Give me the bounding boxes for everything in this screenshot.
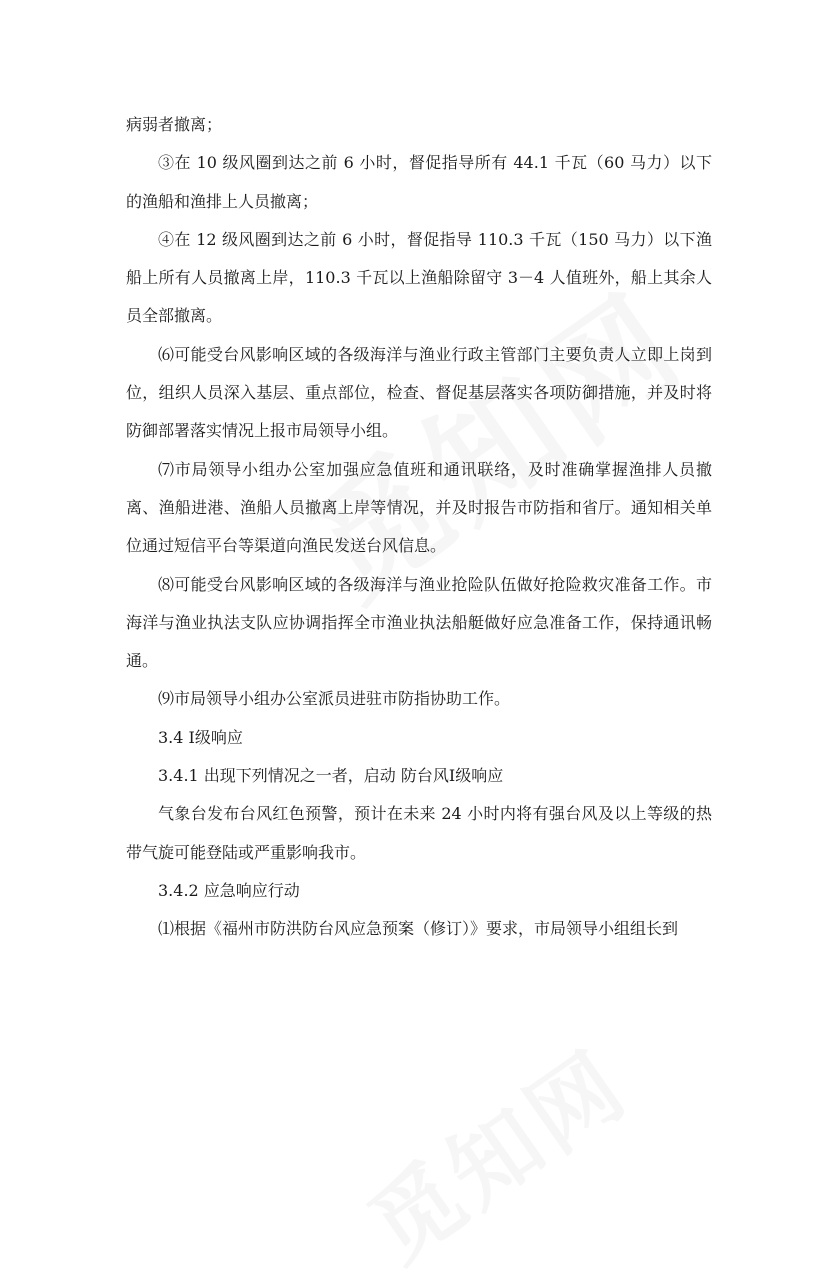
paragraph-item-7: ⑺市局领导小组办公室加强应急值班和通讯联络，及时准确掌握渔排人员撤离、渔船进港、渔船人员撤离上岸等情况，并及时报告市防指和省厅。通知相关单位通过短信平台等渠道向渔民发送台风信息。	[126, 459, 712, 556]
paragraph-item-4: ④在 12 级风圈到达之前 6 小时，督促指导 110.3 千瓦（150 马力）以下渔船上所有人员撤离上岸，110.3 千瓦以上渔船除留守 3－4 人值班外，船上其余人员全部撤离。	[126, 229, 712, 326]
paragraph-item-6: ⑹可能受台风影响区域的各级海洋与渔业行政主管部门主要负责人立即上岗到位，组织人员深入基层、重点部位，检查、督促基层落实各项防御措施，并及时将防御部署落实情况上报市局领导小组。	[126, 344, 712, 441]
subsection-heading-3-4-1: 3.4.1 出现下列情况之一者，启动 防台风Ⅰ级响应	[158, 766, 504, 786]
paragraph-item-9: ⑼市局领导小组办公室派员进驻市防指协助工作。	[158, 689, 511, 709]
subsection-heading-3-4-2: 3.4.2 应急响应行动	[158, 880, 300, 900]
watermark-bottom	[339, 1014, 649, 1286]
paragraph-condition: 气象台发布台风红色预警，预计在未来 24 小时内将有强台风及以上等级的热带气旋可能登陆或严重影响我市。	[126, 804, 712, 862]
paragraph-item-8: ⑻可能受台风影响区域的各级海洋与渔业抢险队伍做好抢险救灾准备工作。市海洋与渔业执法支队应协调指挥全市渔业执法船艇做好应急准备工作，保持通讯畅通。	[126, 574, 712, 671]
document-body	[126, 106, 712, 949]
paragraph-continuation: 病弱者撤离；	[126, 115, 223, 134]
section-heading-3-4: 3.4 Ⅰ级响应	[158, 727, 243, 747]
paragraph-item-3: ③在 10 级风圈到达之前 6 小时，督促指导所有 44.1 千瓦（60 马力）以下的渔船和渔排上人员撤离；	[126, 153, 712, 211]
paragraph-response-1: ⑴根据《福州市防洪防台风应急预案（修订）》要求，市局领导小组组长到	[158, 919, 679, 939]
